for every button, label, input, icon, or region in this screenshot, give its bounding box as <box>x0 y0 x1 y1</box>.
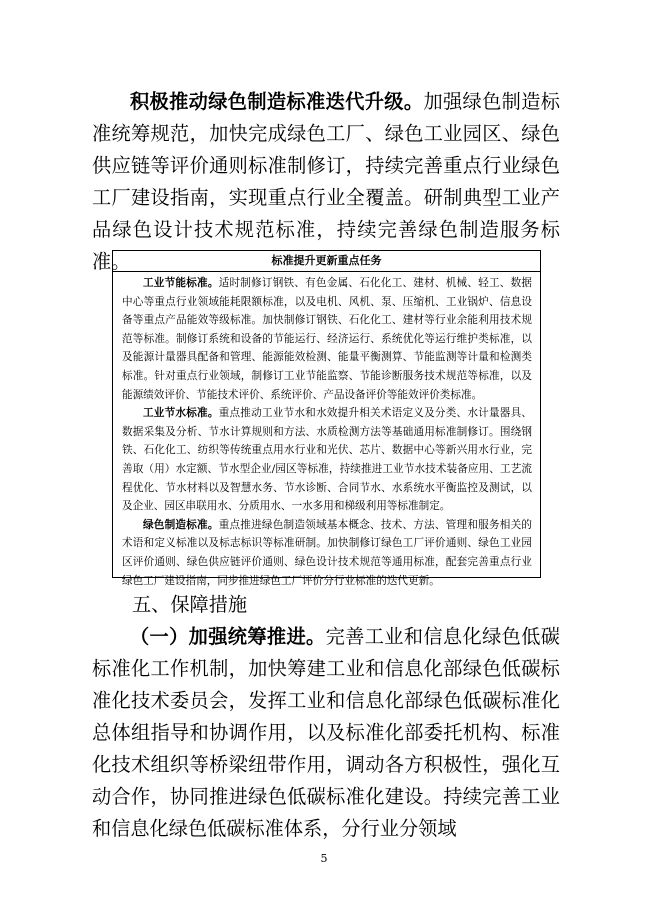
task-item-water-saving <box>122 404 532 516</box>
task-item-green-manufacturing <box>122 516 532 590</box>
page-number: 5 <box>320 852 328 865</box>
key-tasks-title: 标准提升更新重点任务 <box>113 251 540 272</box>
paragraph-body: 完善工业和信息化绿色低碳标准化工作机制，加快筹建工业和信息化部绿色低碳标准化技术委员会，发挥工业和信息化部绿色低碳标准化总体组指导和协调作用，以及标准化部委托机构、标准化技术组织等桥梁纽带作用，调动各方积极性，强化互动合作，协同推进绿色低碳标准化建设。持续完善工业和信息化绿色低碳标准体系，分行业分领域 <box>92 625 560 840</box>
task-item-text: 重点推动工业节水和水效提升相关术语定义及分类、水计量器具、数据采集及分析、节水计算规则和方法、水质检测方法等基础通用标准制修订。围绕钢铁、石化化工、纺织等传统重点用水行业和光伏、芯片、数据中心等新兴用水行业，完善取（用）水定额、节水型企业/园区等标准，持续推进工业节水技术装备应用、工艺流程优化、节水材料以及智慧水务、节水诊断、合同节水、水系统水平衡监控及测试，以及企业、园区串联用水、分质用水、一水多用和梯级利用等标准制定。 <box>122 407 533 513</box>
task-item-lead: 绿色制造标准。 <box>143 518 219 531</box>
paragraph-lead: 积极推动绿色制造标准迭代升级。 <box>130 90 424 113</box>
key-tasks-box <box>112 250 541 587</box>
paragraph-coordination <box>92 621 560 845</box>
task-item-lead: 工业节能标准。 <box>143 277 219 289</box>
key-tasks-body <box>113 272 540 590</box>
task-item-text: 重点推进绿色制造领域基本概念、技术、方法、管理和服务相关的术语和定义标准以及标志标识等标准研制。加快制修订绿色工厂评价通则、绿色工业园区评价通则、绿色供应链评价通则、绿色设计技术规范等通用标准，配套完善重点行业绿色工厂建设指南，同步推进绿色工厂评价分行业标准的迭代更新。 <box>122 518 533 587</box>
paragraph-lead: （一）加强统筹推进。 <box>130 625 326 648</box>
section-heading: 五、保障措施 <box>132 593 248 616</box>
task-item-text: 适时制修订钢铁、有色金属、石化化工、建材、机械、轻工、数据中心等重点行业领域能耗限额标准，以及电机、风机、泵、压缩机、工业锅炉、信息设备等重点产品能效等级标准。加快制修订钢铁、石化化工、建材等行业余能利用技术规范等标准。制修订系统和设备的节能运行、经济运行、系统优化等运行维护类标准，以及能源计量器具配备和管理、能源能效检测、能量平衡测算、节能监测等计量和检测类标准。针对重点行业领域，制修订工业节能监察、节能诊断服务技术规范等标准，以及能源绩效评价、节能技术评价、系统评价、产品设备评价等能效评价类标准。 <box>122 277 533 401</box>
task-item-energy-saving <box>122 274 532 404</box>
paragraph-body: 加强绿色制造标准统筹规范，加快完成绿色工厂、绿色工业园区、绿色供应链等评价通则标准制修订，持续完善重点行业绿色工厂建设指南，实现重点行业全覆盖。研制典型工业产品绿色设计技术规范标准，持续完善绿色制造服务标准。 <box>92 90 560 273</box>
task-item-lead: 工业节水标准。 <box>143 407 219 420</box>
